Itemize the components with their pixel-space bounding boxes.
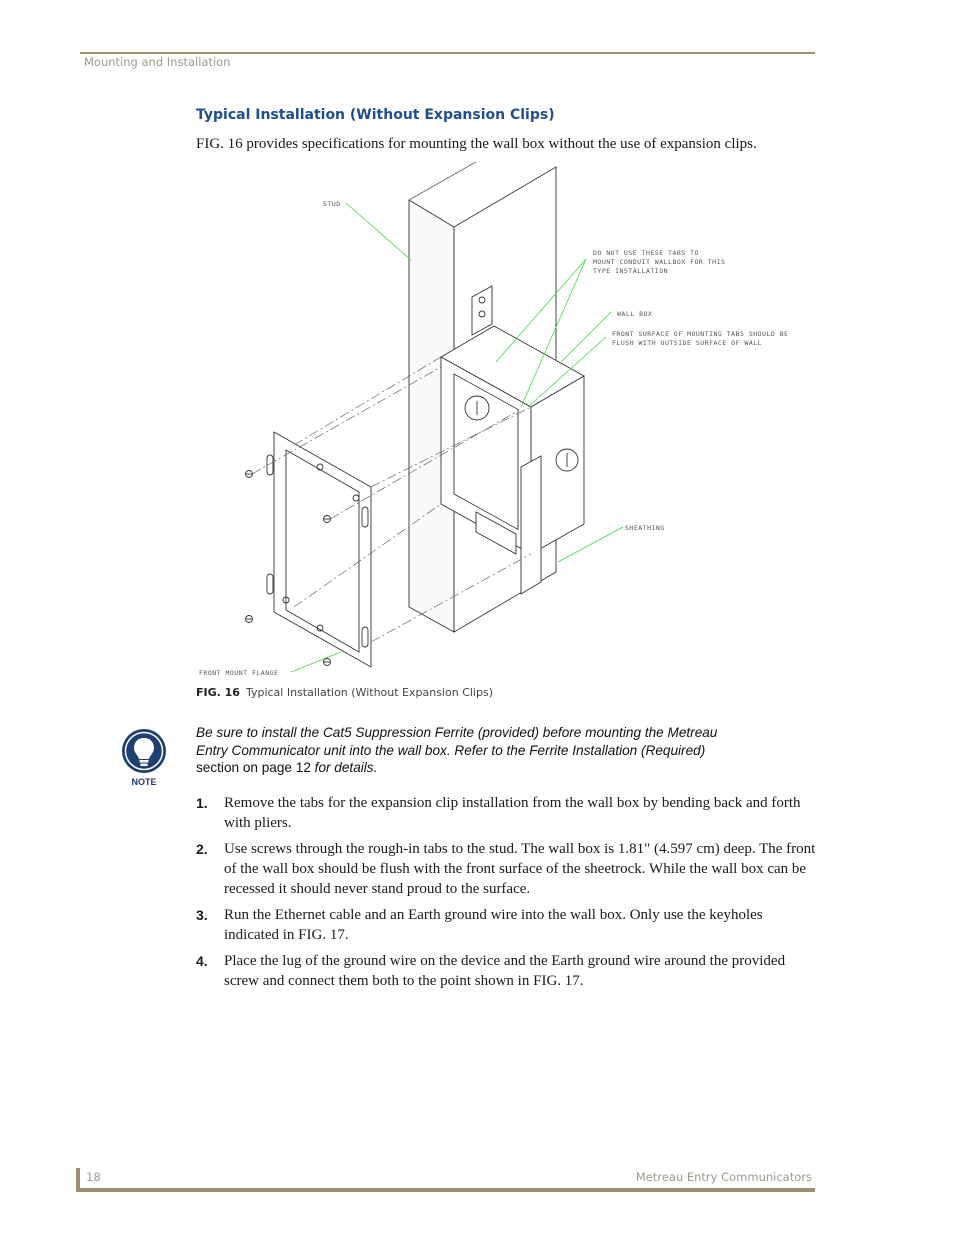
step-number: 3. <box>196 907 208 923</box>
note-icon <box>120 727 168 789</box>
page-number: 18 <box>86 1170 101 1184</box>
step-text: Remove the tabs for the expansion clip installation from the wall box by bending back and forth with pliers. <box>224 795 801 831</box>
step-text: Run the Ethernet cable and an Earth ground wire into the wall box. Only use the keyholes indicated in FIG. 17. <box>224 907 763 943</box>
callout-stud: STUD <box>323 200 341 208</box>
installation-figure <box>196 162 816 682</box>
callout-front-1: FRONT SURFACE OF MOUNTING TABS SHOULD BE <box>612 330 789 338</box>
list-item <box>196 793 816 833</box>
intro-paragraph: FIG. 16 provides specifications for mounting the wall box without the use of expansion clips. <box>196 136 757 152</box>
installation-drawing <box>196 162 816 682</box>
step-text: Use screws through the rough-in tabs to the stud. The wall box is 1.81" (4.597 cm) deep. The front of the wall box should be flush with the front surface of the sheetrock. While the wall box can be recessed it should never stand proud to the surface. <box>224 841 816 897</box>
running-head: Mounting and Installation <box>84 55 231 69</box>
note-icon-label: NOTE <box>131 777 157 787</box>
callout-flange: FRONT MOUNT FLANGE <box>199 669 279 677</box>
note-text-italic: Be sure to install the Cat5 Suppression Ferrite (provided) before mounting the Metreau Entry Communicator unit into the wall box. Refer to the Ferrite Installation (Required) <box>196 725 718 758</box>
list-item <box>196 839 816 899</box>
sheathing-edge <box>521 456 541 594</box>
list-item <box>196 905 816 945</box>
callout-tabs-1: DO NOT USE THESE TABS TO <box>593 249 699 257</box>
step-number: 4. <box>196 953 208 969</box>
installation-steps <box>196 793 816 997</box>
step-text: Place the lug of the ground wire on the device and the Earth ground wire around the provided screw and connect them both to the point shown in FIG. 17. <box>224 953 786 989</box>
step-number: 1. <box>196 795 208 811</box>
footer-rule <box>80 1188 815 1192</box>
note-text-end: for details. <box>314 760 378 775</box>
header-rule <box>80 52 815 54</box>
callout-tabs-2: MOUNT CONDUIT WALLBOX FOR THIS <box>593 258 726 266</box>
section-title: Typical Installation (Without Expansion Clips) <box>196 107 555 123</box>
figure-caption-text: Typical Installation (Without Expansion Clips) <box>245 686 493 699</box>
figure-number: FIG. 16 <box>196 686 240 699</box>
figure-caption <box>196 686 493 699</box>
document-title: Metreau Entry Communicators <box>635 1170 812 1184</box>
callout-front-2: FLUSH WITH OUTSIDE SURFACE OF WALL <box>612 339 763 347</box>
note-text <box>196 724 736 777</box>
flange-plate <box>274 432 371 667</box>
callout-sheathing: SHEATHING <box>625 524 665 532</box>
callout-wall-box: WALL BOX <box>617 310 653 318</box>
callout-tabs-3: TYPE INSTALLATION <box>593 267 669 275</box>
note-text-plain: section on page 12 <box>196 760 315 775</box>
step-number: 2. <box>196 841 208 857</box>
list-item <box>196 951 816 991</box>
